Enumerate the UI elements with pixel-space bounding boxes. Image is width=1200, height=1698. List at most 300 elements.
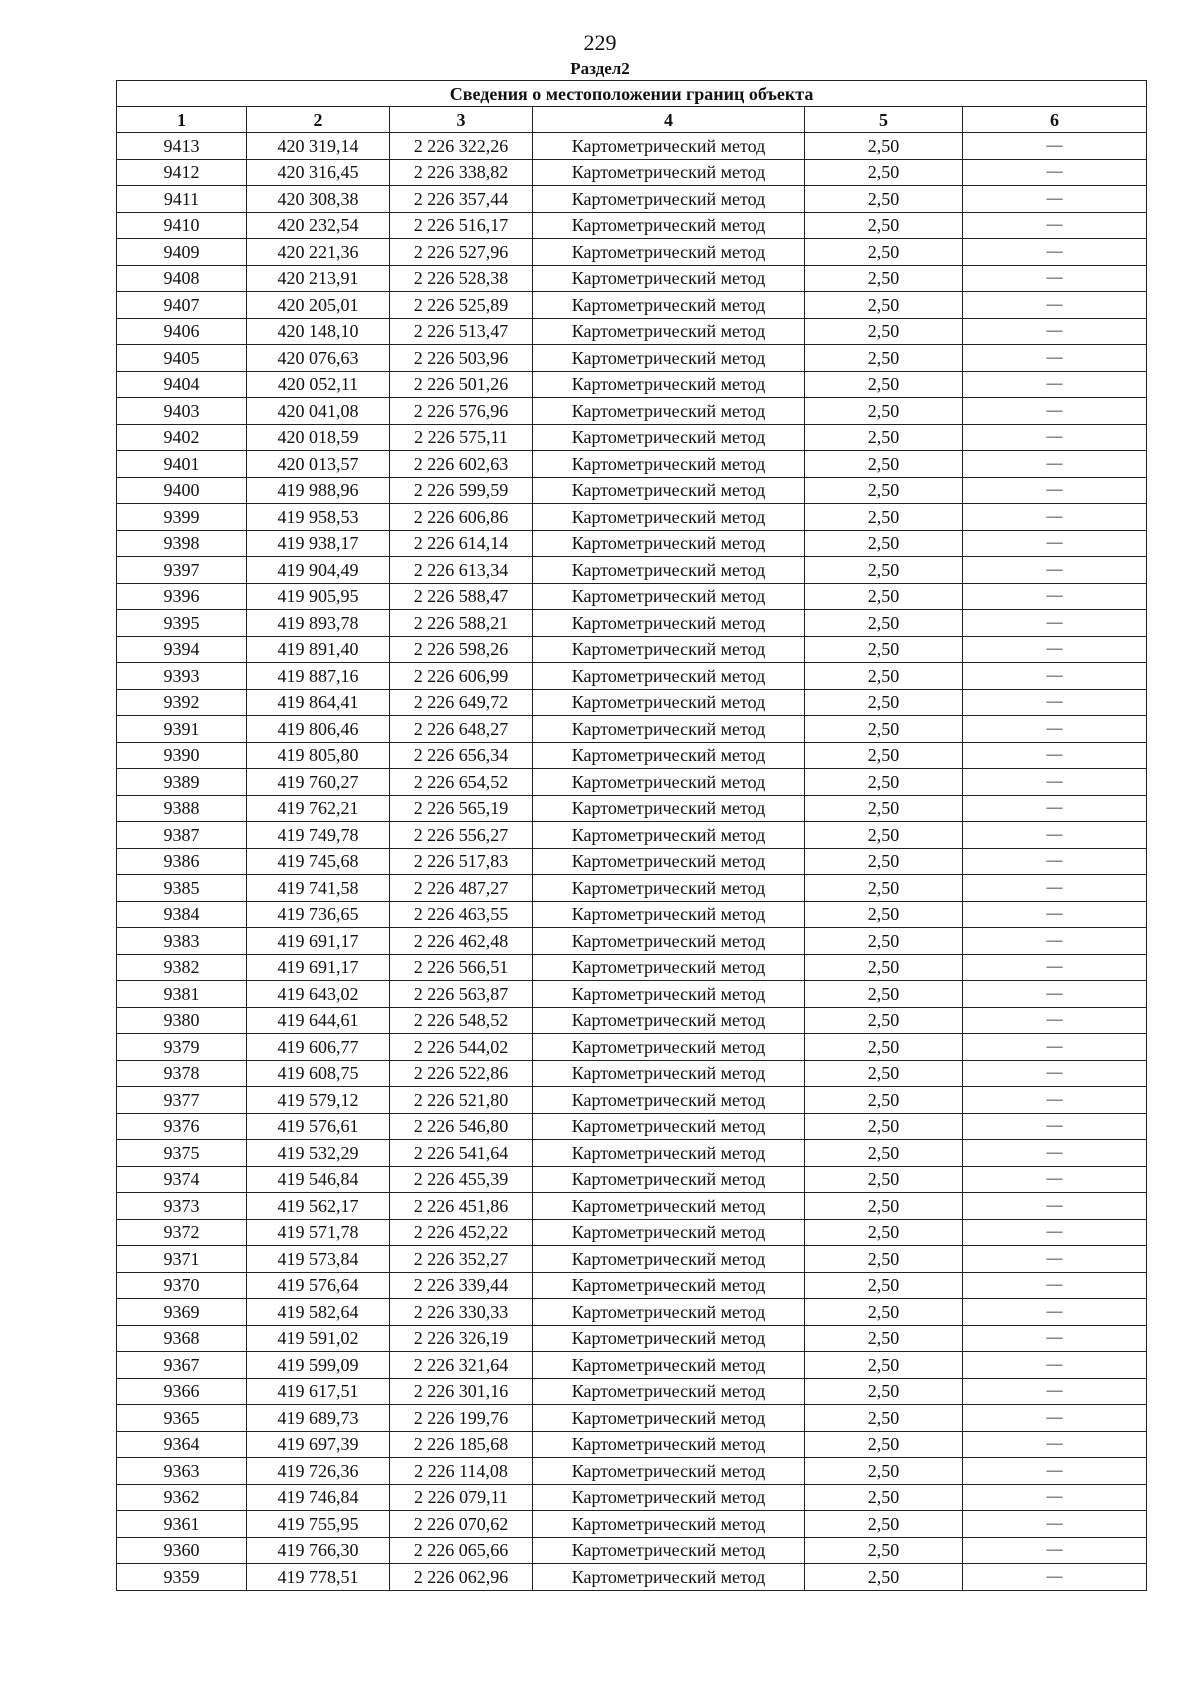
method-cell: Картометрический метод [533, 239, 805, 266]
description-cell: — [963, 1007, 1147, 1034]
y-coordinate-cell: 2 226 452,22 [390, 1219, 533, 1246]
method-cell: Картометрический метод [533, 1299, 805, 1326]
point-number-cell: 9376 [117, 1113, 247, 1140]
y-coordinate-cell: 2 226 606,99 [390, 663, 533, 690]
method-cell: Картометрический метод [533, 133, 805, 160]
method-cell: Картометрический метод [533, 769, 805, 796]
method-cell: Картометрический метод [533, 1431, 805, 1458]
method-cell: Картометрический метод [533, 1034, 805, 1061]
x-coordinate-cell: 419 579,12 [247, 1087, 390, 1114]
accuracy-cell: 2,50 [805, 1272, 963, 1299]
point-number-cell: 9399 [117, 504, 247, 531]
method-cell: Картометрический метод [533, 159, 805, 186]
table-row [117, 689, 1147, 716]
table-row [117, 477, 1147, 504]
description-cell: — [963, 928, 1147, 955]
description-cell: — [963, 557, 1147, 584]
table-row [117, 1272, 1147, 1299]
x-coordinate-cell: 419 749,78 [247, 822, 390, 849]
table-row [117, 345, 1147, 372]
method-cell: Картометрический метод [533, 557, 805, 584]
point-number-cell: 9366 [117, 1378, 247, 1405]
description-cell: — [963, 1299, 1147, 1326]
column-number-4: 4 [533, 107, 805, 133]
method-cell: Картометрический метод [533, 1060, 805, 1087]
y-coordinate-cell: 2 226 606,86 [390, 504, 533, 531]
table-row [117, 981, 1147, 1008]
y-coordinate-cell: 2 226 070,62 [390, 1511, 533, 1538]
point-number-cell: 9363 [117, 1458, 247, 1485]
table-row [117, 451, 1147, 478]
table-row [117, 292, 1147, 319]
table-row [117, 186, 1147, 213]
x-coordinate-cell: 419 576,64 [247, 1272, 390, 1299]
y-coordinate-cell: 2 226 566,51 [390, 954, 533, 981]
description-cell: — [963, 1219, 1147, 1246]
method-cell: Картометрический метод [533, 663, 805, 690]
description-cell: — [963, 159, 1147, 186]
y-coordinate-cell: 2 226 654,52 [390, 769, 533, 796]
accuracy-cell: 2,50 [805, 212, 963, 239]
accuracy-cell: 2,50 [805, 901, 963, 928]
accuracy-cell: 2,50 [805, 1087, 963, 1114]
point-number-cell: 9413 [117, 133, 247, 160]
method-cell: Картометрический метод [533, 901, 805, 928]
description-cell: — [963, 186, 1147, 213]
table-row [117, 1405, 1147, 1432]
accuracy-cell: 2,50 [805, 1166, 963, 1193]
point-number-cell: 9373 [117, 1193, 247, 1220]
method-cell: Картометрический метод [533, 848, 805, 875]
y-coordinate-cell: 2 226 548,52 [390, 1007, 533, 1034]
x-coordinate-cell: 419 745,68 [247, 848, 390, 875]
x-coordinate-cell: 419 562,17 [247, 1193, 390, 1220]
description-cell: — [963, 265, 1147, 292]
method-cell: Картометрический метод [533, 186, 805, 213]
point-number-cell: 9370 [117, 1272, 247, 1299]
point-number-cell: 9411 [117, 186, 247, 213]
table-row [117, 742, 1147, 769]
point-number-cell: 9408 [117, 265, 247, 292]
point-number-cell: 9360 [117, 1537, 247, 1564]
point-number-cell: 9371 [117, 1246, 247, 1273]
y-coordinate-cell: 2 226 565,19 [390, 795, 533, 822]
y-coordinate-cell: 2 226 656,34 [390, 742, 533, 769]
accuracy-cell: 2,50 [805, 981, 963, 1008]
y-coordinate-cell: 2 226 322,26 [390, 133, 533, 160]
x-coordinate-cell: 419 697,39 [247, 1431, 390, 1458]
description-cell: — [963, 716, 1147, 743]
x-coordinate-cell: 419 573,84 [247, 1246, 390, 1273]
accuracy-cell: 2,50 [805, 716, 963, 743]
accuracy-cell: 2,50 [805, 663, 963, 690]
y-coordinate-cell: 2 226 521,80 [390, 1087, 533, 1114]
point-number-cell: 9390 [117, 742, 247, 769]
y-coordinate-cell: 2 226 648,27 [390, 716, 533, 743]
accuracy-cell: 2,50 [805, 1325, 963, 1352]
table-row [117, 1166, 1147, 1193]
point-number-cell: 9403 [117, 398, 247, 425]
y-coordinate-cell: 2 226 516,17 [390, 212, 533, 239]
x-coordinate-cell: 419 608,75 [247, 1060, 390, 1087]
x-coordinate-cell: 420 041,08 [247, 398, 390, 425]
x-coordinate-cell: 419 778,51 [247, 1564, 390, 1591]
description-cell: — [963, 239, 1147, 266]
y-coordinate-cell: 2 226 649,72 [390, 689, 533, 716]
table-row [117, 1484, 1147, 1511]
description-cell: — [963, 1034, 1147, 1061]
y-coordinate-cell: 2 226 513,47 [390, 318, 533, 345]
description-cell: — [963, 1431, 1147, 1458]
y-coordinate-cell: 2 226 598,26 [390, 636, 533, 663]
y-coordinate-cell: 2 226 588,47 [390, 583, 533, 610]
y-coordinate-cell: 2 226 563,87 [390, 981, 533, 1008]
method-cell: Картометрический метод [533, 636, 805, 663]
point-number-cell: 9375 [117, 1140, 247, 1167]
accuracy-cell: 2,50 [805, 875, 963, 902]
point-number-cell: 9361 [117, 1511, 247, 1538]
y-coordinate-cell: 2 226 451,86 [390, 1193, 533, 1220]
table-row [117, 901, 1147, 928]
accuracy-cell: 2,50 [805, 1219, 963, 1246]
method-cell: Картометрический метод [533, 424, 805, 451]
y-coordinate-cell: 2 226 541,64 [390, 1140, 533, 1167]
x-coordinate-cell: 419 546,84 [247, 1166, 390, 1193]
x-coordinate-cell: 419 571,78 [247, 1219, 390, 1246]
description-cell: — [963, 504, 1147, 531]
y-coordinate-cell: 2 226 352,27 [390, 1246, 533, 1273]
x-coordinate-cell: 419 741,58 [247, 875, 390, 902]
point-number-cell: 9385 [117, 875, 247, 902]
description-cell: — [963, 795, 1147, 822]
y-coordinate-cell: 2 226 330,33 [390, 1299, 533, 1326]
point-number-cell: 9387 [117, 822, 247, 849]
y-coordinate-cell: 2 226 501,26 [390, 371, 533, 398]
accuracy-cell: 2,50 [805, 742, 963, 769]
column-number-1: 1 [117, 107, 247, 133]
y-coordinate-cell: 2 226 614,14 [390, 530, 533, 557]
table-row [117, 1458, 1147, 1485]
accuracy-cell: 2,50 [805, 1537, 963, 1564]
x-coordinate-cell: 420 052,11 [247, 371, 390, 398]
point-number-cell: 9405 [117, 345, 247, 372]
description-cell: — [963, 636, 1147, 663]
table-row [117, 1537, 1147, 1564]
table-row [117, 1113, 1147, 1140]
point-number-cell: 9381 [117, 981, 247, 1008]
table-row [117, 954, 1147, 981]
point-number-cell: 9380 [117, 1007, 247, 1034]
point-number-cell: 9396 [117, 583, 247, 610]
table-row [117, 1219, 1147, 1246]
accuracy-cell: 2,50 [805, 424, 963, 451]
point-number-cell: 9402 [117, 424, 247, 451]
y-coordinate-cell: 2 226 321,64 [390, 1352, 533, 1379]
description-cell: — [963, 345, 1147, 372]
y-coordinate-cell: 2 226 079,11 [390, 1484, 533, 1511]
accuracy-cell: 2,50 [805, 795, 963, 822]
column-number-3: 3 [390, 107, 533, 133]
method-cell: Картометрический метод [533, 1166, 805, 1193]
point-number-cell: 9386 [117, 848, 247, 875]
table-row [117, 1431, 1147, 1458]
table-row [117, 424, 1147, 451]
method-cell: Картометрический метод [533, 742, 805, 769]
method-cell: Картометрический метод [533, 1537, 805, 1564]
y-coordinate-cell: 2 226 527,96 [390, 239, 533, 266]
method-cell: Картометрический метод [533, 610, 805, 637]
table-row [117, 583, 1147, 610]
column-number-2: 2 [247, 107, 390, 133]
table-row [117, 1325, 1147, 1352]
description-cell: — [963, 981, 1147, 1008]
y-coordinate-cell: 2 226 065,66 [390, 1537, 533, 1564]
point-number-cell: 9410 [117, 212, 247, 239]
y-coordinate-cell: 2 226 455,39 [390, 1166, 533, 1193]
description-cell: — [963, 292, 1147, 319]
method-cell: Картометрический метод [533, 1219, 805, 1246]
description-cell: — [963, 901, 1147, 928]
accuracy-cell: 2,50 [805, 1299, 963, 1326]
x-coordinate-cell: 419 599,09 [247, 1352, 390, 1379]
x-coordinate-cell: 419 806,46 [247, 716, 390, 743]
point-number-cell: 9391 [117, 716, 247, 743]
accuracy-cell: 2,50 [805, 1511, 963, 1538]
table-row [117, 1564, 1147, 1591]
method-cell: Картометрический метод [533, 371, 805, 398]
description-cell: — [963, 1378, 1147, 1405]
accuracy-cell: 2,50 [805, 1140, 963, 1167]
accuracy-cell: 2,50 [805, 504, 963, 531]
description-cell: — [963, 1166, 1147, 1193]
x-coordinate-cell: 419 746,84 [247, 1484, 390, 1511]
x-coordinate-cell: 419 864,41 [247, 689, 390, 716]
description-cell: — [963, 1272, 1147, 1299]
point-number-cell: 9369 [117, 1299, 247, 1326]
x-coordinate-cell: 419 576,61 [247, 1113, 390, 1140]
description-cell: — [963, 1484, 1147, 1511]
accuracy-cell: 2,50 [805, 1405, 963, 1432]
table-row [117, 398, 1147, 425]
accuracy-cell: 2,50 [805, 1431, 963, 1458]
column-number-6: 6 [963, 107, 1147, 133]
table-row [117, 1299, 1147, 1326]
x-coordinate-cell: 419 760,27 [247, 769, 390, 796]
accuracy-cell: 2,50 [805, 477, 963, 504]
y-coordinate-cell: 2 226 301,16 [390, 1378, 533, 1405]
point-number-cell: 9409 [117, 239, 247, 266]
description-cell: — [963, 530, 1147, 557]
accuracy-cell: 2,50 [805, 610, 963, 637]
point-number-cell: 9382 [117, 954, 247, 981]
point-number-cell: 9364 [117, 1431, 247, 1458]
point-number-cell: 9389 [117, 769, 247, 796]
point-number-cell: 9393 [117, 663, 247, 690]
description-cell: — [963, 663, 1147, 690]
x-coordinate-cell: 420 018,59 [247, 424, 390, 451]
x-coordinate-cell: 419 689,73 [247, 1405, 390, 1432]
x-coordinate-cell: 420 213,91 [247, 265, 390, 292]
point-number-cell: 9400 [117, 477, 247, 504]
accuracy-cell: 2,50 [805, 848, 963, 875]
method-cell: Картометрический метод [533, 1140, 805, 1167]
page-number: 229 [583, 30, 617, 55]
x-coordinate-cell: 419 532,29 [247, 1140, 390, 1167]
x-coordinate-cell: 419 766,30 [247, 1537, 390, 1564]
accuracy-cell: 2,50 [805, 583, 963, 610]
table-row [117, 212, 1147, 239]
point-number-cell: 9378 [117, 1060, 247, 1087]
description-cell: — [963, 424, 1147, 451]
accuracy-cell: 2,50 [805, 239, 963, 266]
method-cell: Картометрический метод [533, 1272, 805, 1299]
section-label: Раздел2 [570, 59, 630, 78]
method-cell: Картометрический метод [533, 504, 805, 531]
method-cell: Картометрический метод [533, 530, 805, 557]
description-cell: — [963, 689, 1147, 716]
x-coordinate-cell: 419 643,02 [247, 981, 390, 1008]
table-row [117, 504, 1147, 531]
accuracy-cell: 2,50 [805, 1458, 963, 1485]
accuracy-cell: 2,50 [805, 1564, 963, 1591]
method-cell: Картометрический метод [533, 1087, 805, 1114]
table-row [117, 133, 1147, 160]
y-coordinate-cell: 2 226 546,80 [390, 1113, 533, 1140]
y-coordinate-cell: 2 226 556,27 [390, 822, 533, 849]
table-row [117, 1140, 1147, 1167]
description-cell: — [963, 1458, 1147, 1485]
method-cell: Картометрический метод [533, 716, 805, 743]
accuracy-cell: 2,50 [805, 398, 963, 425]
method-cell: Картометрический метод [533, 1325, 805, 1352]
table-row [117, 928, 1147, 955]
method-cell: Картометрический метод [533, 345, 805, 372]
table-row [117, 1087, 1147, 1114]
y-coordinate-cell: 2 226 588,21 [390, 610, 533, 637]
x-coordinate-cell: 419 904,49 [247, 557, 390, 584]
y-coordinate-cell: 2 226 517,83 [390, 848, 533, 875]
description-cell: — [963, 769, 1147, 796]
method-cell: Картометрический метод [533, 954, 805, 981]
x-coordinate-cell: 420 205,01 [247, 292, 390, 319]
description-cell: — [963, 133, 1147, 160]
method-cell: Картометрический метод [533, 212, 805, 239]
accuracy-cell: 2,50 [805, 451, 963, 478]
accuracy-cell: 2,50 [805, 557, 963, 584]
point-number-cell: 9374 [117, 1166, 247, 1193]
x-coordinate-cell: 420 232,54 [247, 212, 390, 239]
y-coordinate-cell: 2 226 522,86 [390, 1060, 533, 1087]
method-cell: Картометрический метод [533, 1484, 805, 1511]
method-cell: Картометрический метод [533, 1378, 805, 1405]
x-coordinate-cell: 419 805,80 [247, 742, 390, 769]
x-coordinate-cell: 420 221,36 [247, 239, 390, 266]
y-coordinate-cell: 2 226 114,08 [390, 1458, 533, 1485]
method-cell: Картометрический метод [533, 1193, 805, 1220]
x-coordinate-cell: 419 905,95 [247, 583, 390, 610]
table-row [117, 1352, 1147, 1379]
method-cell: Картометрический метод [533, 1511, 805, 1538]
y-coordinate-cell: 2 226 602,63 [390, 451, 533, 478]
accuracy-cell: 2,50 [805, 822, 963, 849]
description-cell: — [963, 742, 1147, 769]
accuracy-cell: 2,50 [805, 1034, 963, 1061]
x-coordinate-cell: 419 606,77 [247, 1034, 390, 1061]
description-cell: — [963, 875, 1147, 902]
x-coordinate-cell: 419 938,17 [247, 530, 390, 557]
y-coordinate-cell: 2 226 528,38 [390, 265, 533, 292]
x-coordinate-cell: 420 076,63 [247, 345, 390, 372]
table-row [117, 1007, 1147, 1034]
point-number-cell: 9384 [117, 901, 247, 928]
x-coordinate-cell: 420 319,14 [247, 133, 390, 160]
description-cell: — [963, 398, 1147, 425]
description-cell: — [963, 318, 1147, 345]
y-coordinate-cell: 2 226 463,55 [390, 901, 533, 928]
x-coordinate-cell: 419 591,02 [247, 1325, 390, 1352]
x-coordinate-cell: 419 958,53 [247, 504, 390, 531]
point-number-cell: 9406 [117, 318, 247, 345]
description-cell: — [963, 1060, 1147, 1087]
description-cell: — [963, 1087, 1147, 1114]
y-coordinate-cell: 2 226 062,96 [390, 1564, 533, 1591]
table-row [117, 1060, 1147, 1087]
table-row [117, 1378, 1147, 1405]
accuracy-cell: 2,50 [805, 345, 963, 372]
accuracy-cell: 2,50 [805, 318, 963, 345]
accuracy-cell: 2,50 [805, 159, 963, 186]
method-cell: Картометрический метод [533, 398, 805, 425]
table-row [117, 1511, 1147, 1538]
accuracy-cell: 2,50 [805, 292, 963, 319]
method-cell: Картометрический метод [533, 1007, 805, 1034]
description-cell: — [963, 1113, 1147, 1140]
y-coordinate-cell: 2 226 544,02 [390, 1034, 533, 1061]
table-row [117, 1034, 1147, 1061]
method-cell: Картометрический метод [533, 928, 805, 955]
description-cell: — [963, 1352, 1147, 1379]
description-cell: — [963, 1564, 1147, 1591]
y-coordinate-cell: 2 226 185,68 [390, 1431, 533, 1458]
point-number-cell: 9383 [117, 928, 247, 955]
y-coordinate-cell: 2 226 462,48 [390, 928, 533, 955]
table-row [117, 159, 1147, 186]
table-row [117, 371, 1147, 398]
accuracy-cell: 2,50 [805, 1484, 963, 1511]
table-row [117, 530, 1147, 557]
accuracy-cell: 2,50 [805, 133, 963, 160]
column-number-row [117, 107, 1147, 133]
method-cell: Картометрический метод [533, 292, 805, 319]
table-title: Сведения о местоположении границ объекта [117, 81, 1147, 107]
description-cell: — [963, 954, 1147, 981]
x-coordinate-cell: 419 691,17 [247, 928, 390, 955]
method-cell: Картометрический метод [533, 451, 805, 478]
y-coordinate-cell: 2 226 339,44 [390, 1272, 533, 1299]
table-row [117, 318, 1147, 345]
accuracy-cell: 2,50 [805, 1246, 963, 1273]
method-cell: Картометрический метод [533, 875, 805, 902]
point-number-cell: 9412 [117, 159, 247, 186]
description-cell: — [963, 822, 1147, 849]
x-coordinate-cell: 419 755,95 [247, 1511, 390, 1538]
x-coordinate-cell: 419 582,64 [247, 1299, 390, 1326]
accuracy-cell: 2,50 [805, 1060, 963, 1087]
point-number-cell: 9394 [117, 636, 247, 663]
table-row [117, 265, 1147, 292]
method-cell: Картометрический метод [533, 981, 805, 1008]
table-row [117, 822, 1147, 849]
